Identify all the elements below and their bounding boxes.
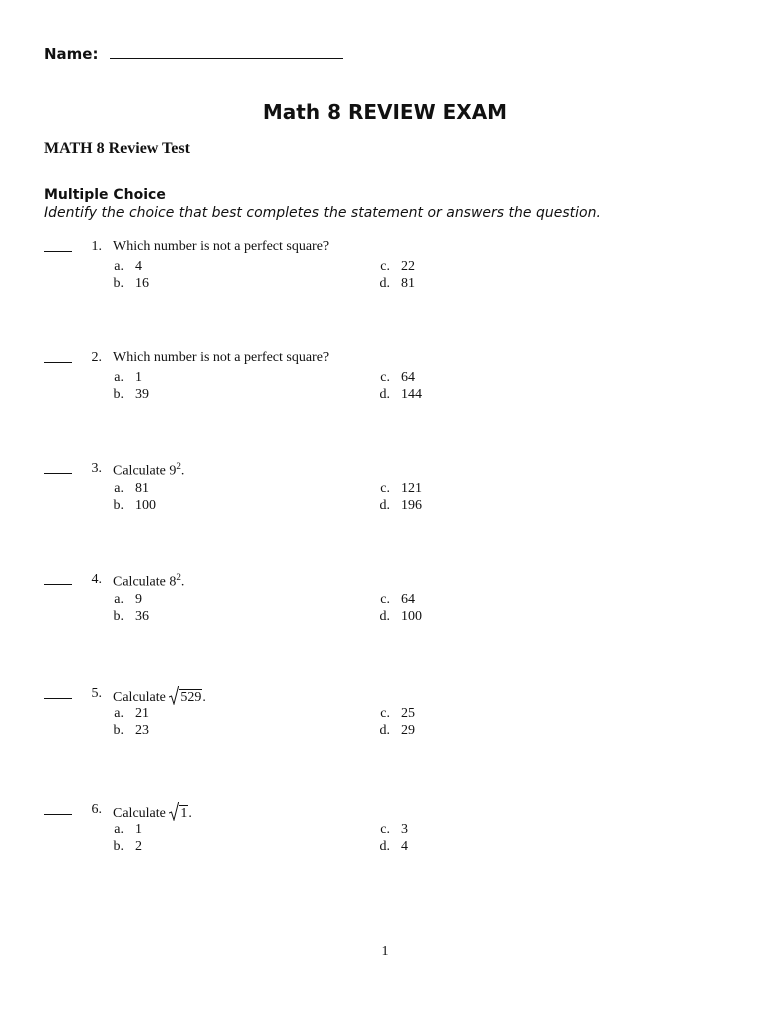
exponent: 2 (176, 572, 181, 582)
question-suffix: . (180, 463, 185, 479)
name-label: Name: (44, 45, 99, 63)
choice-value: 21 (135, 706, 149, 721)
choice-letter: b. (113, 839, 124, 854)
question-item (0, 239, 770, 309)
choice-letter: d. (379, 839, 390, 854)
choice-value: 22 (401, 259, 415, 274)
question-item (0, 572, 770, 642)
choice-letter: a. (114, 370, 124, 385)
choice-value: 25 (401, 706, 415, 721)
choice-value: 29 (401, 723, 415, 738)
answer-blank[interactable] (44, 251, 72, 252)
choice-value: 1 (135, 370, 142, 385)
question-prefix: Calculate 9 (113, 463, 177, 479)
choice-letter: c. (380, 706, 390, 721)
choice-value: 1 (135, 822, 142, 837)
choice-value: 81 (135, 481, 149, 496)
choice-letter: d. (379, 498, 390, 513)
choice-value: 121 (401, 481, 422, 496)
choice-letter: d. (379, 723, 390, 738)
question-item (0, 350, 770, 420)
choice-value: 100 (135, 498, 156, 513)
question-text (113, 572, 184, 591)
question-text (113, 686, 206, 706)
square-root (169, 802, 188, 822)
question-item (0, 802, 770, 872)
choice-letter: c. (380, 370, 390, 385)
radical-sign-icon (169, 802, 179, 821)
choice-value: 64 (401, 592, 415, 607)
question-text (113, 350, 329, 366)
choice-letter: a. (114, 822, 124, 837)
radicand: 529 (180, 690, 202, 705)
choice-value: 64 (401, 370, 415, 385)
question-suffix: . (202, 690, 206, 705)
question-number: 3. (91, 461, 102, 476)
question-prefix: Which number is not a perfect square? (113, 239, 330, 254)
answer-blank[interactable] (44, 698, 72, 699)
question-number: 5. (91, 686, 102, 701)
choice-value: 100 (401, 609, 422, 624)
choice-value: 39 (135, 387, 149, 402)
question-text (113, 461, 184, 480)
choice-value: 23 (135, 723, 149, 738)
question-text (113, 239, 329, 255)
instructions: Identify the choice that best completes the statement or answers the question. (44, 205, 601, 221)
choice-value: 36 (135, 609, 149, 624)
choice-value: 9 (135, 592, 142, 607)
choice-letter: b. (113, 723, 124, 738)
question-prefix: Which number is not a perfect square? (113, 350, 330, 365)
exam-title: Math 8 REVIEW EXAM (262, 100, 508, 124)
choice-letter: b. (113, 276, 124, 291)
choice-value: 4 (401, 839, 408, 854)
answer-blank[interactable] (44, 584, 72, 585)
choice-letter: c. (380, 259, 390, 274)
choice-letter: b. (113, 498, 124, 513)
question-number: 4. (91, 572, 102, 587)
choice-value: 144 (401, 387, 422, 402)
choice-value: 2 (135, 839, 142, 854)
answer-blank[interactable] (44, 362, 72, 363)
choice-value: 16 (135, 276, 149, 291)
choice-letter: b. (113, 609, 124, 624)
question-suffix: . (188, 806, 192, 821)
radicand: 1 (180, 806, 188, 821)
question-prefix: Calculate (113, 690, 170, 705)
question-item (0, 461, 770, 531)
choice-letter: a. (114, 259, 124, 274)
choice-letter: a. (114, 481, 124, 496)
choice-letter: a. (114, 592, 124, 607)
question-prefix: Calculate (113, 806, 170, 821)
test-name: MATH 8 Review Test (44, 140, 190, 157)
answer-blank[interactable] (44, 473, 72, 474)
square-root (169, 686, 202, 706)
name-blank[interactable] (110, 44, 343, 59)
choice-letter: d. (379, 609, 390, 624)
question-item (0, 686, 770, 756)
choice-letter: c. (380, 481, 390, 496)
question-text (113, 802, 192, 822)
section-heading: Multiple Choice (44, 187, 166, 203)
question-number: 6. (91, 802, 102, 817)
radical-sign-icon (169, 686, 179, 705)
choice-letter: d. (379, 276, 390, 291)
choice-letter: c. (380, 592, 390, 607)
question-suffix: . (180, 574, 185, 590)
question-number: 1. (91, 239, 102, 254)
choice-letter: d. (379, 387, 390, 402)
choice-letter: b. (113, 387, 124, 402)
choice-value: 81 (401, 276, 415, 291)
name-field (44, 44, 343, 63)
answer-blank[interactable] (44, 814, 72, 815)
choice-letter: c. (380, 822, 390, 837)
choice-value: 4 (135, 259, 142, 274)
choice-value: 196 (401, 498, 422, 513)
exponent: 2 (176, 461, 181, 471)
question-prefix: Calculate 8 (113, 574, 177, 590)
page-number: 1 (381, 944, 389, 959)
question-number: 2. (91, 350, 102, 365)
choice-value: 3 (401, 822, 408, 837)
choice-letter: a. (114, 706, 124, 721)
